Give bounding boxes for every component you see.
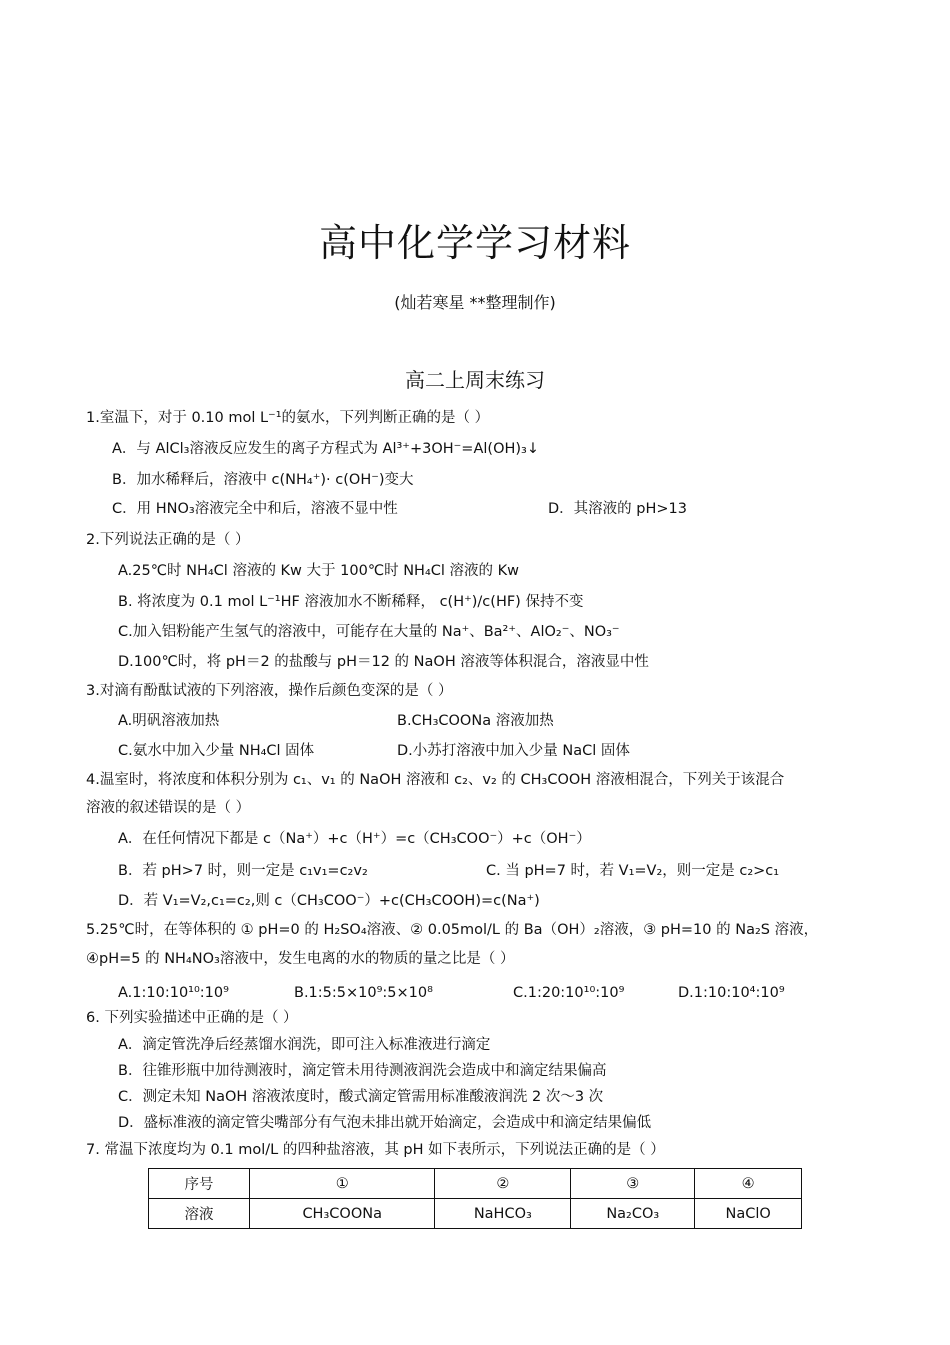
ph-table	[148, 1168, 802, 1229]
question-5-option-c: C.1:20:10¹⁰:10⁹	[513, 985, 625, 1001]
table-cell: CH₃COONa	[250, 1199, 435, 1229]
question-6: 6. 下列实验描述中正确的是（ ）	[86, 1010, 298, 1026]
question-1: 1.室温下，对于 0.10 mol L⁻¹的氨水，下列判断正确的是（ ）	[86, 410, 490, 426]
question-4-option-c: C. 当 pH=7 时，若 V₁=V₂，则一定是 c₂>c₁	[486, 863, 780, 879]
question-1-option-a: A．与 AlCl₃溶液反应发生的离子方程式为 Al³⁺+3OH⁻=Al(OH)₃↓	[112, 441, 539, 457]
table-header-row	[149, 1169, 802, 1199]
table-cell: ④	[695, 1169, 802, 1199]
table-cell: 溶液	[149, 1199, 250, 1229]
table-cell: ③	[571, 1169, 695, 1199]
question-2: 2.下列说法正确的是（ ）	[86, 532, 250, 548]
table-cell: NaHCO₃	[435, 1199, 571, 1229]
question-4-option-b: B．若 pH>7 时，则一定是 c₁v₁=c₂v₂	[118, 863, 368, 879]
question-4-continued: 溶液的叙述错误的是（ ）	[86, 800, 251, 816]
table-cell: ①	[250, 1169, 435, 1199]
question-3-option-c: C.氨水中加入少量 NH₄Cl 固体	[118, 743, 315, 759]
question-2-option-c: C.加入铝粉能产生氢气的溶液中，可能存在大量的 Na⁺、Ba²⁺、AlO₂⁻、NO₃⁻	[118, 624, 620, 640]
table-cell: ②	[435, 1169, 571, 1199]
question-5-continued: ④pH=5 的 NH₄NO₃溶液中，发生电离的水的物质的量之比是（ ）	[86, 951, 515, 967]
table-cell: 序号	[149, 1169, 250, 1199]
question-1-option-c: C．用 HNO₃溶液完全中和后，溶液不显中性	[112, 501, 398, 517]
question-5: 5.25℃时，在等体积的 ① pH=0 的 H₂SO₄溶液、② 0.05mol/L 的 Ba（OH）₂溶液，③ pH=10 的 Na₂S 溶液，	[86, 922, 819, 938]
section-heading: 高二上周末练习	[405, 368, 545, 392]
question-2-option-d: D.100℃时，将 pH＝2 的盐酸与 pH＝12 的 NaOH 溶液等体积混合，溶液显中性	[118, 654, 649, 670]
question-3-option-d: D.小苏打溶液中加入少量 NaCl 固体	[397, 743, 630, 759]
document-subtitle: (灿若寒星 **整理制作)	[394, 293, 556, 312]
question-4-option-a: A．在任何情况下都是 c（Na⁺）+c（H⁺）=c（CH₃COO⁻）+c（OH⁻）	[118, 831, 591, 847]
question-7: 7. 常温下浓度均为 0.1 mol/L 的四种盐溶液，其 pH 如下表所示，下列说法正确的是（ ）	[86, 1142, 665, 1158]
question-3-option-b: B.CH₃COONa 溶液加热	[397, 713, 554, 729]
question-2-option-b: B. 将浓度为 0.1 mol L⁻¹HF 溶液加水不断稀释， c(H⁺)/c(HF) 保持不变	[118, 594, 584, 610]
question-3-option-a: A.明矾溶液加热	[118, 713, 220, 729]
question-5-option-b: B.1:5:5×10⁹:5×10⁸	[294, 985, 433, 1001]
table-row	[149, 1199, 802, 1229]
question-3: 3.对滴有酚酞试液的下列溶液，操作后颜色变深的是（ ）	[86, 683, 453, 699]
question-5-option-d: D.1:10:10⁴:10⁹	[678, 985, 785, 1001]
table-cell: NaClO	[695, 1199, 802, 1229]
question-4-option-d: D．若 V₁=V₂,c₁=c₂,则 c（CH₃COO⁻）+c(CH₃COOH)=c(Na⁺)	[118, 893, 540, 909]
question-2-option-a: A.25℃时 NH₄Cl 溶液的 Kw 大于 100℃时 NH₄Cl 溶液的 Kw	[118, 563, 520, 579]
question-4: 4.温室时，将浓度和体积分别为 c₁、v₁ 的 NaOH 溶液和 c₂、v₂ 的 CH₃COOH 溶液相混合，下列关于该混合	[86, 772, 785, 788]
question-5-option-a: A.1:10:10¹⁰:10⁹	[118, 985, 229, 1001]
question-6-option-d: D．盛标准液的滴定管尖嘴部分有气泡未排出就开始滴定，会造成中和滴定结果偏低	[118, 1115, 652, 1131]
question-1-option-b: B．加水稀释后，溶液中 c(NH₄⁺)· c(OH⁻)变大	[112, 472, 414, 488]
question-6-option-b: B．往锥形瓶中加待测液时，滴定管未用待测液润洗会造成中和滴定结果偏高	[118, 1063, 607, 1079]
question-6-option-a: A．滴定管洗净后经蒸馏水润洗，即可注入标准液进行滴定	[118, 1037, 491, 1053]
question-1-option-d: D．其溶液的 pH>13	[548, 501, 687, 517]
document-title: 高中化学学习材料	[318, 221, 631, 265]
table-cell: Na₂CO₃	[571, 1199, 695, 1229]
question-6-option-c: C．测定未知 NaOH 溶液浓度时，酸式滴定管需用标准酸液润洗 2 次～3 次	[118, 1089, 604, 1105]
